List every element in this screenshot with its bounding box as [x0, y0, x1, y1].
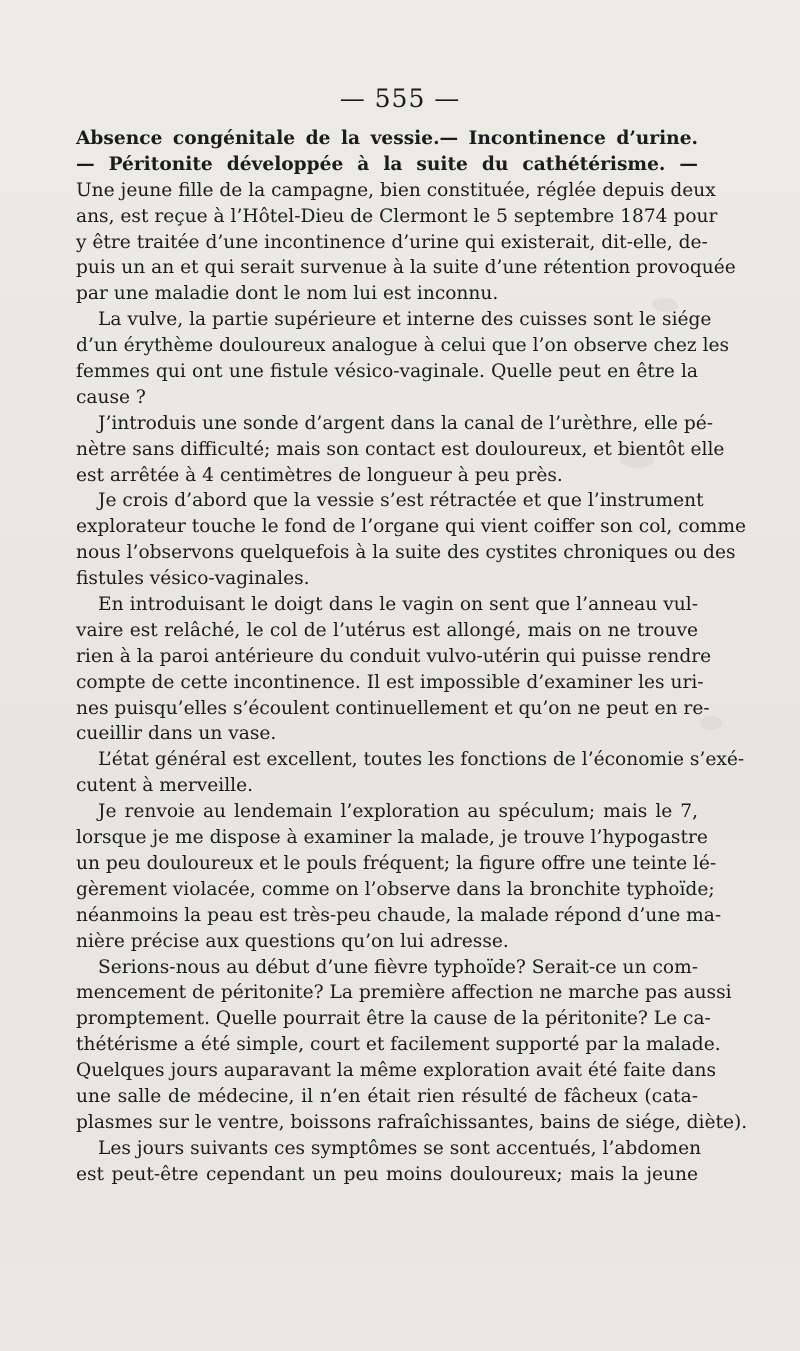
- text-line: cutent à merveille.: [76, 775, 254, 797]
- text-line: fistules vésico-vaginales.: [76, 568, 310, 590]
- text-line: En introduisant le doigt dans le vagin on sent que l’anneau vul-: [98, 594, 698, 616]
- text-line: néanmoins la peau est très-peu chaude, la malade répond d’une ma-: [76, 904, 722, 926]
- text-line: femmes qui ont une fistule vésico-vaginale. Quelle peut en être la: [76, 361, 698, 383]
- text-line: lorsque je me dispose à examiner la malade, je trouve l’hypogastre: [76, 827, 708, 849]
- text-line: thétérisme a été simple, court et facilement supporté par la malade.: [76, 1034, 721, 1056]
- text-line: gèrement violacée, comme on l’observe dans la bronchite typhoïde;: [76, 878, 715, 900]
- text-line: Je crois d’abord que la vessie s’est rétractée et que l’instrument: [98, 490, 704, 512]
- text-line: est peut-être cependant un peu moins douloureux; mais la jeune: [76, 1163, 698, 1185]
- text-line: cause ?: [76, 386, 146, 408]
- text-line: d’un érythème douloureux analogue à celui que l’on observe chez les: [76, 335, 730, 357]
- text-line: explorateur touche le fond de l’organe qui vient coiffer son col, comme: [76, 516, 747, 538]
- text-line: Quelques jours auparavant la même exploration avait été faite dans: [76, 1060, 717, 1082]
- text-line: Les jours suivants ces symptômes se sont accentués, l’abdomen: [98, 1137, 702, 1159]
- text-line: mencement de péritonite? La première affection ne marche pas aussi: [76, 982, 732, 1004]
- text-line: puis un an et qui serait survenue à la suite d’une rétention provoquée: [76, 257, 736, 279]
- text-line: La vulve, la partie supérieure et interne des cuisses sont le siége: [98, 309, 712, 331]
- page-number: — 555 —: [339, 84, 461, 113]
- text-line: nous l’observons quelquefois à la suite des cystites chroniques ou des: [76, 542, 736, 564]
- heading-line: Absence congénitale de la vessie.— Incontinence d’urine.: [76, 128, 698, 149]
- text-line: compte de cette incontinence. Il est impossible d’examiner les uri-: [76, 671, 704, 693]
- heading-line: — Péritonite développée à la suite du cathétérisme. —: [76, 153, 698, 175]
- text-line: vaire est relâché, le col de l’utérus est allongé, mais on ne trouve: [76, 619, 698, 641]
- text-line: y être traitée d’une incontinence d’urine qui existerait, dit-elle, de-: [76, 231, 708, 253]
- text-line: promptement. Quelle pourrait être la cause de la péritonite? Le ca-: [76, 1008, 711, 1030]
- text-line: plasmes sur le ventre, boissons rafraîchissantes, bains de siége, diète).: [76, 1111, 748, 1133]
- text-line: nes puisqu’elles s’écoulent continuellement et qu’on ne peut en re-: [76, 697, 710, 719]
- text-line: ans, est reçue à l’Hôtel-Dieu de Clermont le 5 septembre 1874 pour: [76, 205, 718, 227]
- text-line: Je renvoie au lendemain l’exploration au spéculum; mais le 7,: [98, 801, 698, 823]
- text-line: J’introduis une sonde d’argent dans la canal de l’urèthre, elle pé-: [98, 412, 714, 434]
- text-line: nière précise aux questions qu’on lui adresse.: [76, 930, 509, 952]
- text-line: cueillir dans un vase.: [76, 723, 277, 745]
- text-line: par une maladie dont le nom lui est inconnu.: [76, 283, 499, 305]
- text-line: est arrêtée à 4 centimètres de longueur à peu près.: [76, 464, 563, 486]
- text-line: Serions-nous au début d’une fièvre typhoïde? Serait-ce un com-: [98, 956, 698, 978]
- text-line: rien à la paroi antérieure du conduit vulvo-utérin qui puisse rendre: [76, 645, 712, 667]
- text-line: nètre sans difficulté; mais son contact est douloureux, et bientôt elle: [76, 438, 725, 460]
- text-line: un peu douloureux et le pouls fréquent; la figure offre une teinte lé-: [76, 852, 717, 874]
- text-line: L’état général est excellent, toutes les fonctions de l’économie s’exé-: [98, 749, 745, 771]
- text-line: Une jeune fille de la campagne, bien constituée, réglée depuis deux: [76, 179, 716, 201]
- body-text: [76, 126, 748, 1188]
- text-line: une salle de médecine, il n’en était rien résulté de fâcheux (cata-: [76, 1085, 698, 1107]
